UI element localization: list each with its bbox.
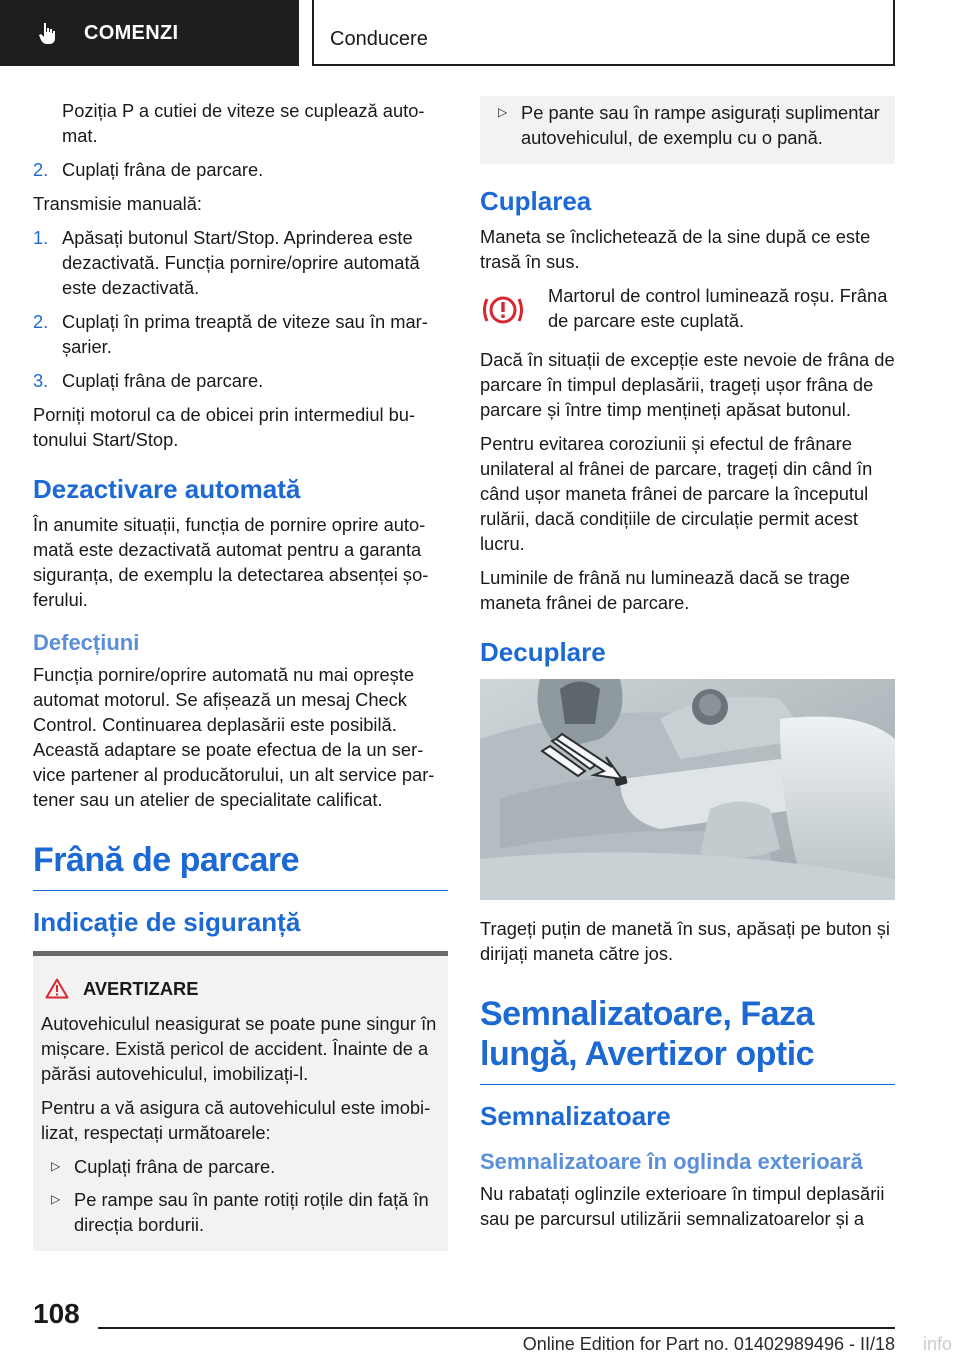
step-number: 2. [33, 311, 49, 332]
malfunction-text: Funcția pornire/oprire automată nu mai oprește automat motorul. Se afișează un mesaj Check Control. Continuarea deplasării este posibilă. Această adaptare se poate efectua de la un service partener al producătorului, un alt service partener sau un atelier de specialitate calificat. [33, 664, 435, 810]
list-item [41, 1187, 440, 1237]
list-item [488, 100, 887, 150]
step-text: Cuplați frâna de parcare. [62, 159, 264, 180]
step-text: Cuplați în prima treaptă de viteze sau în marșarier. [62, 311, 428, 357]
list-item-text: Cuplați frâna de parcare. [74, 1156, 276, 1177]
edition-footer: Online Edition for Part no. 01402989496 - II/18 [522, 1334, 895, 1354]
malfunction-heading: Defecțiuni [33, 630, 140, 655]
turn-signals-heading: Semnalizatoare [480, 1101, 671, 1131]
warning-text: Autovehiculul neasigurat se poate pune singur în mișcare. Există pericol de accident. Înainte de a părăsi autovehiculul, imobilizați-l. [41, 1013, 437, 1084]
triangle-bullet-icon: ▷ [51, 1192, 61, 1206]
parking-brake-title: Frână de parcare [33, 840, 448, 891]
warning-text: Pentru a vă asigura că autovehiculul este imobilizat, respectați următoarele: [41, 1097, 431, 1143]
warning-label: AVERTIZARE [83, 978, 199, 999]
numbered-step [33, 225, 448, 300]
release-text: Trageți puțin de manetă în sus, apăsați pe buton și dirijați maneta către jos. [480, 918, 890, 964]
list-item-text: Pe pante sau în rampe asigurați suplimentar autovehiculul, de exemplu cu o pană. [521, 102, 880, 148]
engage-heading: Cuplarea [480, 186, 592, 216]
chapter-tab[interactable] [0, 0, 299, 66]
parking-brake-warning-icon [480, 283, 548, 333]
footer-divider [98, 1327, 895, 1329]
warning-box [33, 951, 448, 1251]
list-item-text: Pe rampe sau în pante rotiți roțile din față în direcția bordurii. [74, 1189, 429, 1235]
right-column [480, 98, 895, 1240]
parking-brake-illustration [480, 679, 895, 900]
safety-note-heading: Indicație de siguranță [33, 907, 301, 937]
triangle-bullet-icon: ▷ [51, 1159, 61, 1173]
triangle-bullet-icon: ▷ [498, 105, 508, 119]
corrosion-text: Pentru evitarea coroziunii și efectul de frânare unilateral al frânei de parcare, trageți din când în când ușor maneta frânei de parcare la începutul rulării, dacă condițiile de circulație permit acest lucru. [480, 433, 873, 554]
step-number: 3. [33, 370, 49, 391]
section-title: Conducere [330, 28, 428, 50]
turn-signals-title: Semnalizatoare, Faza lungă, Avertizor optic [480, 994, 895, 1085]
step-text: Cuplați frâna de parcare. [62, 370, 264, 391]
numbered-step [33, 309, 448, 359]
auto-deactivation-heading: Dezactivare automată [33, 474, 301, 504]
step-number: 1. [33, 227, 49, 248]
warning-header [41, 976, 440, 1001]
watermark: info [922, 1334, 952, 1354]
page-number: 108 [33, 1298, 80, 1329]
release-heading: Decuplare [480, 637, 606, 667]
indicator-lamp-text: Martorul de control luminează roșu. Frâna de parcare este cuplată. [548, 285, 888, 331]
warning-triangle-icon [45, 978, 69, 999]
step-number: 2. [33, 159, 49, 180]
emergency-use-text: Dacă în situații de excepție este nevoie de frâna de parcare în timpul deplasării, trageți ușor frâna de parcare și între timp mențineți apăsat butonul. [480, 349, 895, 420]
continued-step-text: Poziția P a cutiei de viteze se cuplează automat. [62, 100, 425, 146]
hand-pointer-icon [36, 20, 62, 46]
list-item [41, 1154, 440, 1179]
brake-lights-text: Luminile de frână nu luminează dacă se trage maneta frânei de parcare. [480, 567, 850, 613]
numbered-step [33, 368, 448, 393]
manual-transmission-label: Transmisie manuală: [33, 193, 202, 214]
numbered-step [33, 157, 448, 182]
restart-text: Porniți motorul ca de obicei prin intermediul butonului Start/Stop. [33, 404, 416, 450]
mirror-signals-text: Nu rabatați oglinzile exterioare în timpul deplasării sau pe parcursul utilizării semnalizatoarelor și a [480, 1183, 885, 1229]
indicator-lamp-row [480, 283, 895, 333]
step-text: Apăsați butonul Start/Stop. Aprinderea este dezactivată. Funcția pornire/oprire automată este dezactivată. [62, 227, 420, 298]
mirror-signals-heading: Semnalizatoare în oglinda exterioară [480, 1149, 863, 1174]
engage-text: Maneta se înclichetează de la sine după ce este trasă în sus. [480, 226, 871, 272]
warning-box-continued [480, 96, 895, 164]
auto-deactivation-text: În anumite situații, funcția de pornire oprire automată este dezactivată automat pentru a garanta siguranța, de exemplu la detectarea absenței șoferului. [33, 514, 429, 610]
chapter-tab-label: COMENZI [84, 21, 179, 44]
left-column [33, 98, 448, 1251]
section-header [312, 0, 895, 66]
